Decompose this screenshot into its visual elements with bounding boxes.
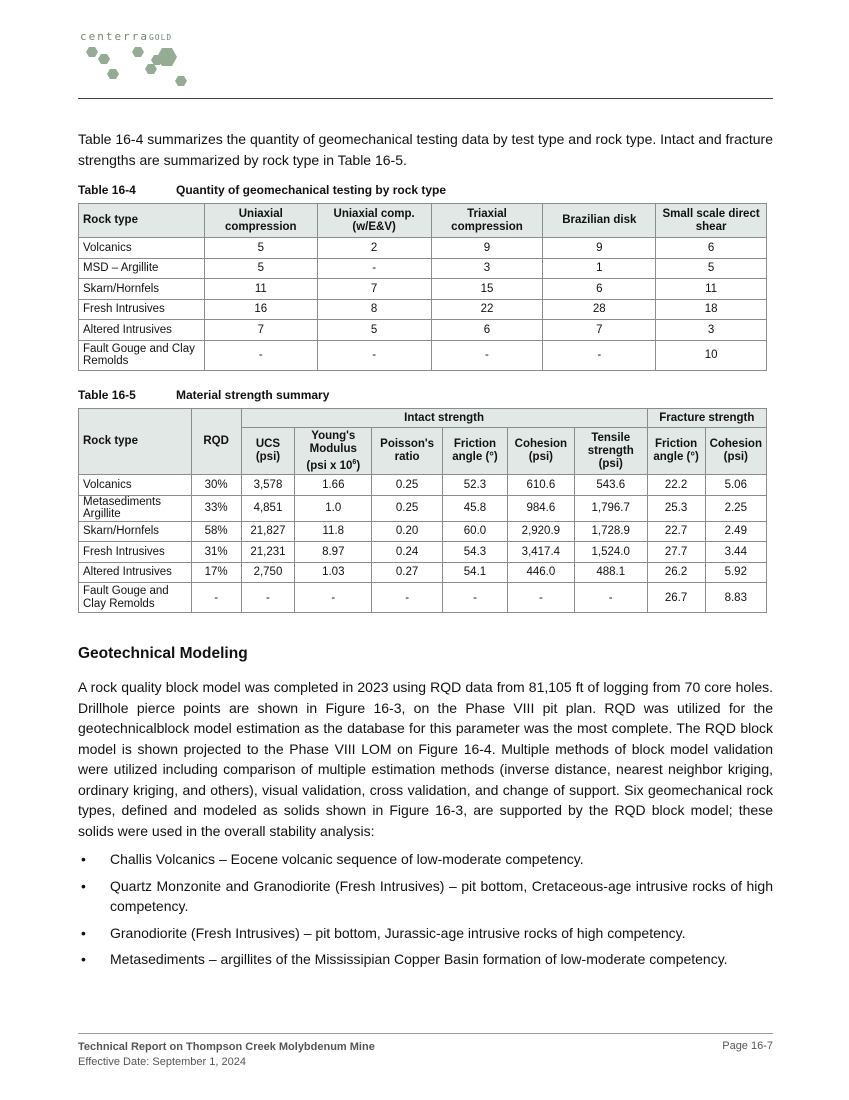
value-cell: 1.03 [295, 562, 372, 583]
bullet-icon: • [81, 851, 86, 867]
value-cell: 5.06 [705, 475, 766, 496]
value-cell: 7 [317, 279, 431, 300]
table-row [79, 475, 767, 496]
value-cell: 8.83 [705, 583, 766, 613]
value-cell: 5 [656, 258, 767, 279]
value-cell: 9 [431, 238, 543, 259]
bullet-item [78, 949, 773, 970]
value-cell: 3,417.4 [507, 542, 574, 563]
table-row [79, 320, 767, 341]
bullet-text: Metasediments – argillites of the Mississipian Copper Basin formation of low-moderate competency. [110, 951, 728, 967]
column-header: Cohesion (psi) [507, 428, 574, 475]
value-cell: 7 [543, 320, 656, 341]
column-header: Small scale direct shear [656, 204, 767, 238]
table-row [79, 279, 767, 300]
rock-type-cell: Altered Intrusives [79, 320, 205, 341]
column-header: Tensile strength (psi) [574, 428, 647, 475]
value-cell: - [574, 583, 647, 613]
bullet-icon: • [81, 877, 86, 894]
value-cell: 6 [656, 238, 767, 259]
value-cell: 22.7 [647, 521, 705, 542]
value-cell: - [317, 340, 431, 370]
value-cell: 11.8 [295, 521, 372, 542]
value-cell: 4,851 [241, 495, 295, 521]
column-header: Rock type [79, 409, 192, 475]
value-cell: 18 [656, 299, 767, 320]
value-cell: 8.97 [295, 542, 372, 563]
page-number: Page 16-7 [722, 1040, 773, 1052]
column-header: Uniaxial compression [204, 204, 317, 238]
rock-type-cell: Altered Intrusives [79, 562, 192, 583]
value-cell: 0.25 [372, 495, 443, 521]
value-cell: 52.3 [443, 475, 508, 496]
column-header: Friction angle (°) [647, 428, 705, 475]
table-row [79, 238, 767, 259]
value-cell: 30% [191, 475, 241, 496]
table-group-header-row [79, 409, 767, 428]
value-cell: 446.0 [507, 562, 574, 583]
rock-type-cell: Skarn/Hornfels [79, 279, 205, 300]
footer-info [78, 1040, 375, 1070]
value-cell: 2.49 [705, 521, 766, 542]
value-cell: 11 [204, 279, 317, 300]
testing-quantity-table [78, 203, 767, 371]
column-header: Friction angle (°) [443, 428, 508, 475]
value-cell: 60.0 [443, 521, 508, 542]
value-cell: 22 [431, 299, 543, 320]
value-cell: 21,827 [241, 521, 295, 542]
value-cell: 33% [191, 495, 241, 521]
table-title: Material strength summary [176, 388, 330, 402]
rock-type-cell: Metasediments Argillite [79, 495, 192, 521]
rock-type-bullet-list [78, 849, 773, 976]
table-row [79, 258, 767, 279]
value-cell: - [543, 340, 656, 370]
effective-date: Effective Date: September 1, 2024 [78, 1056, 246, 1068]
value-cell: 1,524.0 [574, 542, 647, 563]
table-number: Table 16-5 [78, 388, 136, 402]
value-cell: 15 [431, 279, 543, 300]
value-cell: 1,728.9 [574, 521, 647, 542]
value-cell: - [191, 583, 241, 613]
value-cell: 31% [191, 542, 241, 563]
value-cell: 58% [191, 521, 241, 542]
logo-wordmark: centerraGOLD [80, 30, 173, 43]
column-header: Cohesion (psi) [705, 428, 766, 475]
value-cell: - [507, 583, 574, 613]
rock-type-cell: Skarn/Hornfels [79, 521, 192, 542]
column-header: Young's Modulus (psi x $10^6$) [295, 428, 372, 475]
value-cell: 1.66 [295, 475, 372, 496]
value-cell: 54.3 [443, 542, 508, 563]
table-header-row [79, 204, 767, 238]
value-cell: 10 [656, 340, 767, 370]
value-cell: 22.2 [647, 475, 705, 496]
value-cell: 21,231 [241, 542, 295, 563]
value-cell: 54.1 [443, 562, 508, 583]
section-heading: Geotechnical Modeling [78, 645, 248, 662]
value-cell: 610.6 [507, 475, 574, 496]
table-16-5-caption [78, 388, 329, 402]
value-cell: 0.25 [372, 475, 443, 496]
rock-type-cell: Volcanics [79, 475, 192, 496]
rock-type-cell: Fresh Intrusives [79, 542, 192, 563]
logo-hexagons-icon [80, 44, 200, 94]
value-cell: 25.3 [647, 495, 705, 521]
column-header: Uniaxial comp. (w/E&V) [317, 204, 431, 238]
value-cell: 3 [431, 258, 543, 279]
rock-type-cell: MSD – Argillite [79, 258, 205, 279]
value-cell: - [431, 340, 543, 370]
value-cell: - [372, 583, 443, 613]
value-cell: 0.24 [372, 542, 443, 563]
value-cell: 3.44 [705, 542, 766, 563]
value-cell: 9 [543, 238, 656, 259]
value-cell: 26.2 [647, 562, 705, 583]
bullet-item [78, 849, 773, 870]
value-cell: 0.27 [372, 562, 443, 583]
value-cell: 5.92 [705, 562, 766, 583]
value-cell: - [204, 340, 317, 370]
bullet-item [78, 923, 773, 944]
table-row [79, 562, 767, 583]
table-16-4-caption [78, 183, 446, 197]
column-header: Rock type [79, 204, 205, 238]
value-cell: 45.8 [443, 495, 508, 521]
value-cell: 5 [204, 238, 317, 259]
footer-divider [78, 1033, 773, 1034]
value-cell: - [295, 583, 372, 613]
report-title: Technical Report on Thompson Creek Molybdenum Mine [78, 1041, 375, 1053]
table-row [79, 340, 767, 370]
modeling-paragraph: A rock quality block model was completed in 2023 using RQD data from 81,105 ft of logging from 70 core holes. Drillhole pierce points are shown in Figure 16-3, on the Phase VIII pit plan. RQD was utilized for the geotechnicalblock model estimation as the database for this parameter was the most complete. The RQD block model is shown projected to the Phase VIII LOM on Figure 16-4. Multiple methods of block model validation were utilized including comparison of multiple estimation methods (inverse distance, nearest neighbor kriging, ordinary kriging, and others), visual validation, cross validation, and change of support. Six geomechanical rock types, defined and modeled as solids shown in Figure 16-3, are supported by the RQD block model; these solids were used in the overall stability analysis: [78, 679, 773, 839]
company-logo [80, 30, 210, 94]
value-cell: 3 [656, 320, 767, 341]
value-cell: - [317, 258, 431, 279]
value-cell: 11 [656, 279, 767, 300]
value-cell: 6 [431, 320, 543, 341]
table-row [79, 542, 767, 563]
table-row [79, 583, 767, 613]
value-cell: 488.1 [574, 562, 647, 583]
value-cell: 1 [543, 258, 656, 279]
value-cell: 8 [317, 299, 431, 320]
value-cell: 2.25 [705, 495, 766, 521]
value-cell: 27.7 [647, 542, 705, 563]
table-row [79, 299, 767, 320]
bullet-text: Challis Volcanics – Eocene volcanic sequence of low-moderate competency. [110, 851, 584, 867]
value-cell: 5 [204, 258, 317, 279]
table-row [79, 495, 767, 521]
value-cell: 1,796.7 [574, 495, 647, 521]
value-cell: 28 [543, 299, 656, 320]
value-cell: 17% [191, 562, 241, 583]
bullet-icon: • [81, 924, 86, 941]
value-cell: 2,920.9 [507, 521, 574, 542]
bullet-text: Granodiorite (Fresh Intrusives) – pit bottom, Jurassic-age intrusive rocks of high competency. [110, 924, 686, 941]
value-cell: 16 [204, 299, 317, 320]
value-cell: - [443, 583, 508, 613]
rock-type-cell: Fault Gouge and Clay Remolds [79, 583, 192, 613]
value-cell: 543.6 [574, 475, 647, 496]
material-strength-table [78, 408, 767, 613]
value-cell: 5 [317, 320, 431, 341]
intro-paragraph: Table 16-4 summarizes the quantity of geomechanical testing data by test type and rock type. Intact and fracture strengths are summarized by rock type in Table 16-5. [78, 131, 773, 168]
table-title: Quantity of geomechanical testing by rock type [176, 183, 447, 197]
value-cell: 26.7 [647, 583, 705, 613]
header-divider [78, 98, 773, 99]
value-cell: 7 [204, 320, 317, 341]
rock-type-cell: Fresh Intrusives [79, 299, 205, 320]
value-cell: - [241, 583, 295, 613]
intact-strength-group-header: Intact strength [241, 409, 647, 428]
bullet-icon: • [81, 951, 86, 967]
value-cell: 1.0 [295, 495, 372, 521]
column-header: Poisson's ratio [372, 428, 443, 475]
value-cell: 6 [543, 279, 656, 300]
bullet-text: Quartz Monzonite and Granodiorite (Fresh Intrusives) – pit bottom, Cretaceous-age intrusive rocks of high competency. [110, 877, 773, 914]
value-cell: 2,750 [241, 562, 295, 583]
table-row [79, 521, 767, 542]
fracture-strength-group-header: Fracture strength [647, 409, 766, 428]
table-number: Table 16-4 [78, 183, 136, 197]
column-header: UCS (psi) [241, 428, 295, 475]
value-cell: 3,578 [241, 475, 295, 496]
bullet-item [78, 876, 773, 917]
rock-type-cell: Fault Gouge and Clay Remolds [79, 340, 205, 370]
column-header: Triaxial compression [431, 204, 543, 238]
value-cell: 2 [317, 238, 431, 259]
column-header: Brazilian disk [543, 204, 656, 238]
rock-type-cell: Volcanics [79, 238, 205, 259]
value-cell: 984.6 [507, 495, 574, 521]
value-cell: 0.20 [372, 521, 443, 542]
column-header: RQD [191, 409, 241, 475]
